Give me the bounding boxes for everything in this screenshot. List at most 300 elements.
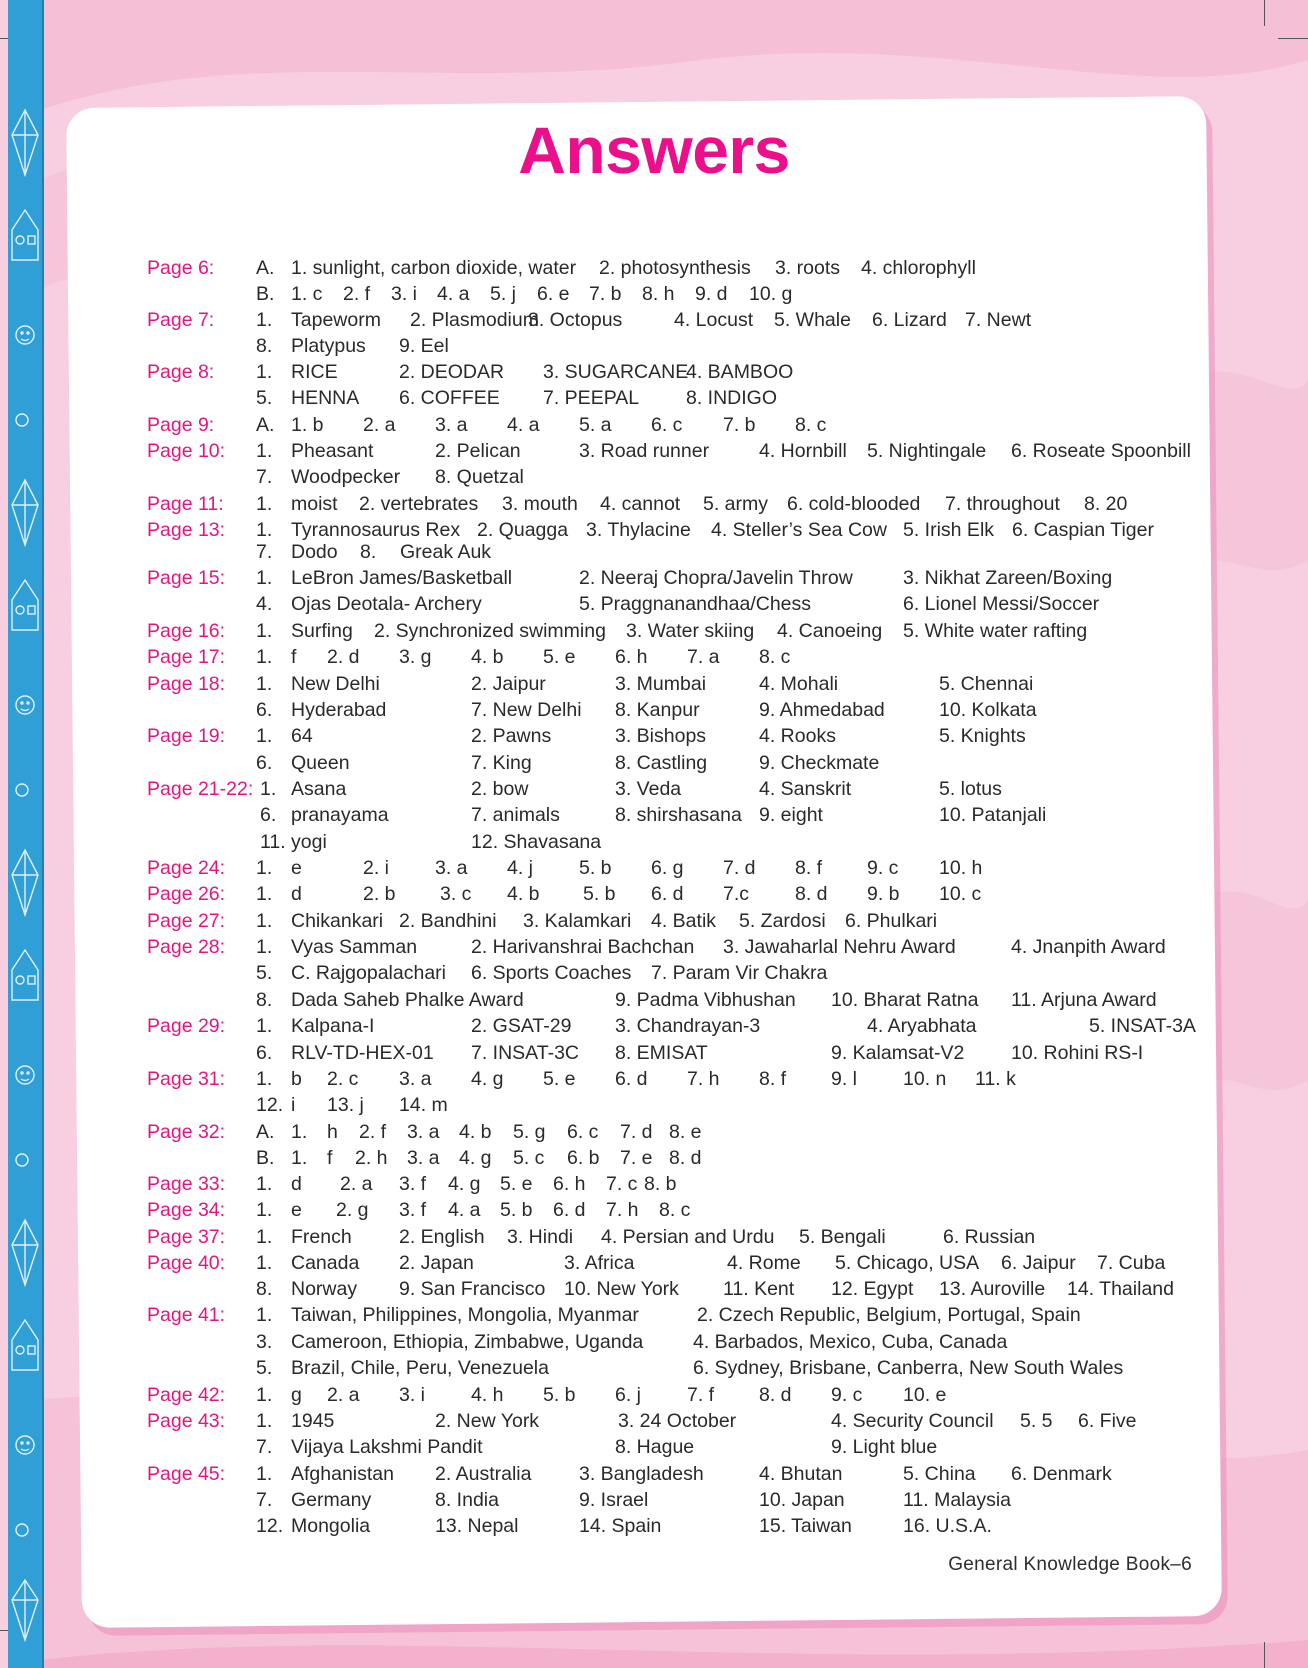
answer-text: 10. Patanjali <box>939 804 1047 826</box>
answer-text: 10. h <box>939 857 983 879</box>
answer-text: 8. d <box>759 1384 792 1406</box>
answer-text: 6. d <box>553 1199 586 1221</box>
answer-text: 9. Kalamsat-V2 <box>831 1042 965 1064</box>
answer-index: 4. <box>256 593 273 615</box>
answer-text: 5. c <box>513 1147 545 1169</box>
decorative-side-strip <box>8 0 44 1668</box>
answer-index: 5. <box>256 387 273 409</box>
crop-mark <box>1264 0 1265 26</box>
answer-index: 7. <box>256 541 273 563</box>
kite-icon <box>12 850 38 915</box>
answer-text: 5. INSAT-3A <box>1089 1015 1196 1037</box>
answer-text: 2. Jaipur <box>471 673 546 695</box>
answer-text: 12. Shavasana <box>471 831 602 853</box>
answer-index: 1. <box>256 1015 273 1037</box>
answer-text: 3. Mumbai <box>615 673 707 695</box>
answer-index: 1. <box>256 910 273 932</box>
answer-index: 1. <box>256 1068 273 1090</box>
answer-index: 7. <box>256 1436 273 1458</box>
answer-index: A. <box>256 414 275 436</box>
answer-text: New Delhi <box>291 673 380 695</box>
answer-index: 6. <box>260 804 277 826</box>
answer-text: 6. COFFEE <box>399 387 500 409</box>
answer-text: Norway <box>291 1278 358 1300</box>
answer-text: 3. i <box>391 283 418 305</box>
answer-index: A. <box>256 257 275 279</box>
answer-text: 6. Sports Coaches <box>471 962 632 984</box>
answer-text: 3. a <box>399 1068 432 1090</box>
ball-icon <box>16 784 28 796</box>
answer-text: 6. Sydney, Brisbane, Canberra, New South Wales <box>693 1357 1124 1379</box>
answer-index: 1. <box>256 1410 273 1432</box>
answer-text: 8. shirshasana <box>615 804 742 826</box>
crop-mark <box>1278 38 1308 39</box>
answer-text: 2. DEODAR <box>399 361 505 383</box>
answer-text: 8. India <box>435 1489 499 1511</box>
answer-text: 3. i <box>399 1384 426 1406</box>
answer-text: 3. Octopus <box>528 309 623 331</box>
answer-text: 11. Kent <box>723 1278 795 1300</box>
answer-text: 5. Chicago, USA <box>835 1252 980 1274</box>
ball-icon <box>16 1524 28 1536</box>
answer-text: 14. Spain <box>579 1515 662 1537</box>
answer-text: 7.c <box>723 883 750 905</box>
answer-text: 5. e <box>543 646 576 668</box>
answer-text: 5. Whale <box>774 309 851 331</box>
answer-text: 4. h <box>471 1384 504 1406</box>
page-label: Page 7: <box>147 309 215 331</box>
answer-text: 6. c <box>567 1121 599 1143</box>
page-label: Page 9: <box>147 414 215 436</box>
answer-text: 5. g <box>513 1121 546 1143</box>
child-face-icon <box>16 326 34 344</box>
answer-text: 2. photosynthesis <box>599 257 751 279</box>
answer-index: 1. <box>256 936 273 958</box>
answer-text: 8. Hague <box>615 1436 695 1458</box>
answer-text: 7. b <box>723 414 756 436</box>
answer-text: Queen <box>291 752 350 774</box>
answer-text: 4. g <box>448 1173 481 1195</box>
answer-text: 2. New York <box>435 1410 540 1432</box>
answer-text: 8. d <box>795 883 828 905</box>
answer-text: 3. Thylacine <box>586 519 691 541</box>
answer-text: 6. Denmark <box>1011 1463 1112 1485</box>
answer-text: Vijaya Lakshmi Pandit <box>291 1436 483 1458</box>
answer-text: 2. Quagga <box>477 519 569 541</box>
answer-text: 3. Water skiing <box>626 620 755 642</box>
page-label: Page 17: <box>147 646 226 668</box>
answer-text: 1. <box>291 1121 308 1143</box>
answer-index: B. <box>256 283 275 305</box>
kite-icon <box>12 1580 38 1640</box>
answer-text: 4. j <box>507 857 534 879</box>
answer-text: 7. h <box>687 1068 720 1090</box>
answer-text: 9. l <box>831 1068 858 1090</box>
answer-text: 2. d <box>327 646 360 668</box>
answer-text: 2. g <box>336 1199 369 1221</box>
answer-text: 13. Nepal <box>435 1515 519 1537</box>
page-label: Page 21-22: <box>147 778 254 800</box>
answer-text: 8. Kanpur <box>615 699 700 721</box>
answer-text: Vyas Samman <box>291 936 418 958</box>
answer-text: 8. EMISAT <box>615 1042 708 1064</box>
page-label: Page 43: <box>147 1410 226 1432</box>
answer-text: 4. b <box>459 1121 492 1143</box>
answer-index: 5. <box>256 1357 273 1379</box>
answer-text: 11. k <box>975 1068 1016 1090</box>
answer-text: 4. Mohali <box>759 673 839 695</box>
answer-text: 6. Lizard <box>872 309 947 331</box>
answer-text: Asana <box>291 778 347 800</box>
answer-text: 9. c <box>867 857 899 879</box>
answer-text: pranayama <box>291 804 389 826</box>
answer-text: 8. e <box>669 1121 702 1143</box>
answer-text: 5. Zardosi <box>739 910 826 932</box>
answer-text: 6. b <box>567 1147 600 1169</box>
answer-text: 8. c <box>795 414 827 436</box>
answer-text: e <box>291 857 302 879</box>
answer-text: Mongolia <box>291 1515 371 1537</box>
answer-text: 3. Bishops <box>615 725 707 747</box>
answer-text: 2. f <box>359 1121 387 1143</box>
answer-index: 1. <box>256 857 273 879</box>
answer-index: 1. <box>260 778 277 800</box>
answer-text: 9. San Francisco <box>399 1278 546 1300</box>
answer-text: 8. f <box>759 1068 787 1090</box>
crop-mark <box>1264 1642 1265 1668</box>
answer-text: 4. Jnanpith Award <box>1011 936 1166 958</box>
page-label: Page 16: <box>147 620 226 642</box>
answer-text: 13. j <box>327 1094 364 1116</box>
answer-text: 10. e <box>903 1384 947 1406</box>
answer-text: 3. Hindi <box>507 1226 574 1248</box>
answer-text: 10. Rohini RS-I <box>1011 1042 1144 1064</box>
answer-text: 2. Harivanshrai Bachchan <box>471 936 695 958</box>
answer-text: 8. Castling <box>615 752 708 774</box>
answer-text: 5. b <box>543 1384 576 1406</box>
answer-text: 11. Arjuna Award <box>1011 989 1157 1011</box>
answer-text: yogi <box>291 831 327 853</box>
answer-text: 8. d <box>669 1147 702 1169</box>
answer-text: g <box>291 1384 302 1406</box>
page-label: Page 37: <box>147 1226 226 1248</box>
answer-index: 1. <box>256 493 273 515</box>
answer-text: 3. Veda <box>615 778 682 800</box>
answer-text: 8. c <box>659 1199 691 1221</box>
answer-text: 5. a <box>579 414 612 436</box>
answer-text: 9. Light blue <box>831 1436 938 1458</box>
answer-text: 2. c <box>327 1068 359 1090</box>
answer-text: 6. h <box>615 646 648 668</box>
answer-text: 6. e <box>537 283 570 305</box>
answer-text: 13. Auroville <box>939 1278 1046 1300</box>
answer-text: 8. <box>360 541 377 563</box>
answer-text: 3. roots <box>775 257 841 279</box>
answer-text: Chikankari <box>291 910 384 932</box>
answer-text: 5. White water rafting <box>903 620 1088 642</box>
page-label: Page 8: <box>147 361 215 383</box>
page-label: Page 40: <box>147 1252 226 1274</box>
answer-text: 4. b <box>507 883 540 905</box>
answer-text: 6. d <box>615 1068 648 1090</box>
answer-text: 5. b <box>500 1199 533 1221</box>
answer-text: 4. a <box>437 283 470 305</box>
answer-index: 1. <box>256 1304 273 1326</box>
answer-text: 4. Security Council <box>831 1410 994 1432</box>
answer-index: 12. <box>256 1094 284 1116</box>
answer-text: 3. c <box>440 883 472 905</box>
answer-text: 4. cannot <box>600 493 681 515</box>
answer-text: 3. Road runner <box>579 440 710 462</box>
answer-text: 10. Japan <box>759 1489 845 1511</box>
page-label: Page 24: <box>147 857 226 879</box>
page-label: Page 26: <box>147 883 226 905</box>
answer-text: Kalpana-I <box>291 1015 375 1037</box>
answer-text: 3. a <box>435 414 468 436</box>
answer-text: 6. Five <box>1078 1410 1137 1432</box>
answer-text: 5. e <box>500 1173 533 1195</box>
answer-text: 16. U.S.A. <box>903 1515 992 1537</box>
answer-text: French <box>291 1226 352 1248</box>
answer-text: 2. Bandhini <box>399 910 497 932</box>
house-icon <box>12 580 38 630</box>
kite-icon <box>12 1220 38 1285</box>
page-label: Page 27: <box>147 910 226 932</box>
answer-text: 6. j <box>615 1384 642 1406</box>
answer-index: 1. <box>256 567 273 589</box>
answer-text: h <box>327 1121 338 1143</box>
answer-text: 7. Cuba <box>1097 1252 1166 1274</box>
answer-text: 5. lotus <box>939 778 1002 800</box>
answer-text: 7. h <box>606 1199 639 1221</box>
page-label: Page 45: <box>147 1463 226 1485</box>
answer-text: 8. Quetzal <box>435 466 524 488</box>
answer-index: 1. <box>256 309 273 331</box>
answer-text: 6. Lionel Messi/Soccer <box>903 593 1100 615</box>
answer-text: 2. Pelican <box>435 440 521 462</box>
answer-index: 5. <box>256 962 273 984</box>
answer-index: 1. <box>256 1226 273 1248</box>
answer-text: 7. King <box>471 752 532 774</box>
answer-text: 4. Canoeing <box>777 620 883 642</box>
answer-text: 5. Nightingale <box>867 440 987 462</box>
answer-text: 6. g <box>651 857 684 879</box>
answer-text: 2. h <box>355 1147 388 1169</box>
answer-index: 1. <box>256 646 273 668</box>
page-label: Page 31: <box>147 1068 226 1090</box>
answer-index: 1. <box>256 1173 273 1195</box>
answer-text: 14. m <box>399 1094 448 1116</box>
answer-text: RICE <box>291 361 338 383</box>
answer-text: 9. Checkmate <box>759 752 880 774</box>
answer-text: 3. f <box>399 1199 427 1221</box>
answer-index: 1. <box>256 440 273 462</box>
answer-text: 5. j <box>490 283 517 305</box>
answer-index: 1. <box>256 1252 273 1274</box>
answer-text: 4. Aryabhata <box>867 1015 977 1037</box>
answer-text: 4. BAMBOO <box>686 361 794 383</box>
page-label: Page 32: <box>147 1121 226 1143</box>
answer-text: 1. c <box>291 283 323 305</box>
answer-text: i <box>291 1094 296 1116</box>
house-icon <box>12 1320 38 1370</box>
answer-text: 2. bow <box>471 778 529 800</box>
child-face-icon <box>16 696 34 714</box>
answer-text: 4. Hornbill <box>759 440 847 462</box>
answer-text: 3. Bangladesh <box>579 1463 704 1485</box>
answer-text: 6. cold-blooded <box>787 493 921 515</box>
ball-icon <box>16 1154 28 1166</box>
answer-text: 7. throughout <box>945 493 1060 515</box>
ball-icon <box>16 414 28 426</box>
answer-text: 7. Newt <box>965 309 1032 331</box>
answer-text: 4. g <box>471 1068 504 1090</box>
answer-text: 2. Plasmodium <box>410 309 539 331</box>
answer-index: 8. <box>256 335 273 357</box>
answer-text: 10. c <box>939 883 982 905</box>
answer-text: LeBron James/Basketball <box>291 567 513 589</box>
answer-index: 6. <box>256 699 273 721</box>
answer-text: 4. a <box>507 414 540 436</box>
answer-text: 9. Padma Vibhushan <box>615 989 796 1011</box>
page-label: Page 10: <box>147 440 226 462</box>
answer-index: 3. <box>256 1331 273 1353</box>
answer-text: 2. Synchronized swimming <box>374 620 606 642</box>
answer-text: 7. a <box>687 646 720 668</box>
answer-text: f <box>291 646 297 668</box>
answer-text: f <box>327 1147 333 1169</box>
answer-text: 2. English <box>399 1226 485 1248</box>
answer-text: 5. army <box>703 493 769 515</box>
answer-text: 10. Bharat Ratna <box>831 989 979 1011</box>
answer-text: 2. b <box>363 883 396 905</box>
answers-card <box>66 96 1222 1628</box>
answer-text: 5. Praggnanandhaa/Chess <box>579 593 812 615</box>
answer-text: 4. b <box>471 646 504 668</box>
answer-text: 6. Jaipur <box>1001 1252 1076 1274</box>
answer-index: 1. <box>256 1384 273 1406</box>
answer-text: 7. e <box>620 1147 653 1169</box>
answer-text: 4. Barbados, Mexico, Cuba, Canada <box>693 1331 1008 1353</box>
answer-text: 4. Persian and Urdu <box>601 1226 775 1248</box>
answer-text: 2. Czech Republic, Belgium, Portugal, Spain <box>697 1304 1081 1326</box>
answer-index: B. <box>256 1147 275 1169</box>
page-label: Page 11: <box>147 493 224 515</box>
page-label: Page 15: <box>147 567 226 589</box>
answer-text: 3. Kalamkari <box>523 910 632 932</box>
answer-text: 3. SUGARCANE <box>543 361 689 383</box>
answer-text: 4. Batik <box>651 910 717 932</box>
house-icon <box>12 950 38 1000</box>
answer-text: 3. mouth <box>502 493 578 515</box>
answer-text: 4. chlorophyll <box>861 257 976 279</box>
answer-text: Tyrannosaurus Rex <box>291 519 461 541</box>
answer-text: 5. e <box>543 1068 576 1090</box>
answer-text: 5. 5 <box>1020 1410 1053 1432</box>
answer-text: 2. Japan <box>399 1252 474 1274</box>
answer-text: 14. Thailand <box>1067 1278 1174 1300</box>
answer-index: 1. <box>256 361 273 383</box>
answer-text: moist <box>291 493 338 515</box>
answer-text: 2. a <box>327 1384 360 1406</box>
answer-index: 1. <box>256 1463 273 1485</box>
answer-text: 3. g <box>399 646 432 668</box>
answer-text: 6. h <box>553 1173 586 1195</box>
answer-text: Brazil, Chile, Peru, Venezuela <box>291 1357 549 1379</box>
answer-text: Woodpecker <box>291 466 401 488</box>
answer-index: A. <box>256 1121 275 1143</box>
answer-text: 4. Steller’s Sea Cow <box>711 519 887 541</box>
answer-index: 1. <box>256 519 273 541</box>
page-label: Page 33: <box>147 1173 226 1195</box>
answer-text: Ojas Deotala- Archery <box>291 593 482 615</box>
answer-text: 10. Kolkata <box>939 699 1037 721</box>
answer-text: Hyderabad <box>291 699 387 721</box>
answer-text: 9. c <box>831 1384 863 1406</box>
answer-text: 9. b <box>867 883 900 905</box>
answer-index: 1. <box>256 883 273 905</box>
answer-text: 6. Caspian Tiger <box>1012 519 1154 541</box>
answer-text: 1. b <box>291 414 324 436</box>
answer-text: 3. 24 October <box>618 1410 737 1432</box>
answer-text: 7. PEEPAL <box>543 387 640 409</box>
page-title: Answers <box>518 113 790 187</box>
answer-text: 6. Russian <box>943 1226 1036 1248</box>
answer-text: 9. Ahmedabad <box>759 699 885 721</box>
answer-text: 5. Irish Elk <box>903 519 995 541</box>
footer-book-title: General Knowledge Book–6 <box>948 1554 1192 1575</box>
answer-text: Platypus <box>291 335 366 357</box>
answer-text: 1. sunlight, carbon dioxide, water <box>291 257 577 279</box>
answer-text: 10. g <box>749 283 793 305</box>
answer-text: 7. b <box>589 283 622 305</box>
answer-text: 6. Roseate Spoonbill <box>1011 440 1191 462</box>
answer-text: 3. Nikhat Zareen/Boxing <box>903 567 1113 589</box>
answer-text: 8. 20 <box>1084 493 1128 515</box>
answer-text: 9. Israel <box>579 1489 649 1511</box>
answer-text: 12. Egypt <box>831 1278 914 1300</box>
answer-text: 7. animals <box>471 804 560 826</box>
answer-text: Cameroon, Ethiopia, Zimbabwe, Uganda <box>291 1331 644 1353</box>
answer-text: 5. b <box>583 883 616 905</box>
answer-index: 1. <box>256 1199 273 1221</box>
answer-text: 2. Pawns <box>471 725 552 747</box>
answer-text: Afghanistan <box>291 1463 394 1485</box>
answer-text: 4. Rome <box>727 1252 801 1274</box>
answer-index: 12. <box>256 1515 284 1537</box>
answer-index: 7. <box>256 466 273 488</box>
answer-text: 10. n <box>903 1068 947 1090</box>
answer-text: 4. Sanskrit <box>759 778 852 800</box>
answer-text: 8. f <box>795 857 823 879</box>
answer-text: 5. Knights <box>939 725 1026 747</box>
answer-text: 7. d <box>723 857 756 879</box>
answer-text: 4. Locust <box>674 309 754 331</box>
answer-text: Surfing <box>291 620 353 642</box>
answer-text: 8. INDIGO <box>686 387 778 409</box>
page-label: Page 13: <box>147 519 226 541</box>
answer-text: 4. g <box>459 1147 492 1169</box>
answer-text: Dodo <box>291 541 338 563</box>
answer-index: 1. <box>256 673 273 695</box>
answer-text: 2. GSAT-29 <box>471 1015 572 1037</box>
answer-text: 3. Jawaharlal Nehru Award <box>723 936 956 958</box>
answer-text: 64 <box>291 725 313 747</box>
answer-text: 7. INSAT-3C <box>471 1042 580 1064</box>
answer-text: 7. f <box>687 1384 715 1406</box>
answer-text: 5. China <box>903 1463 976 1485</box>
page-label: Page 19: <box>147 725 226 747</box>
